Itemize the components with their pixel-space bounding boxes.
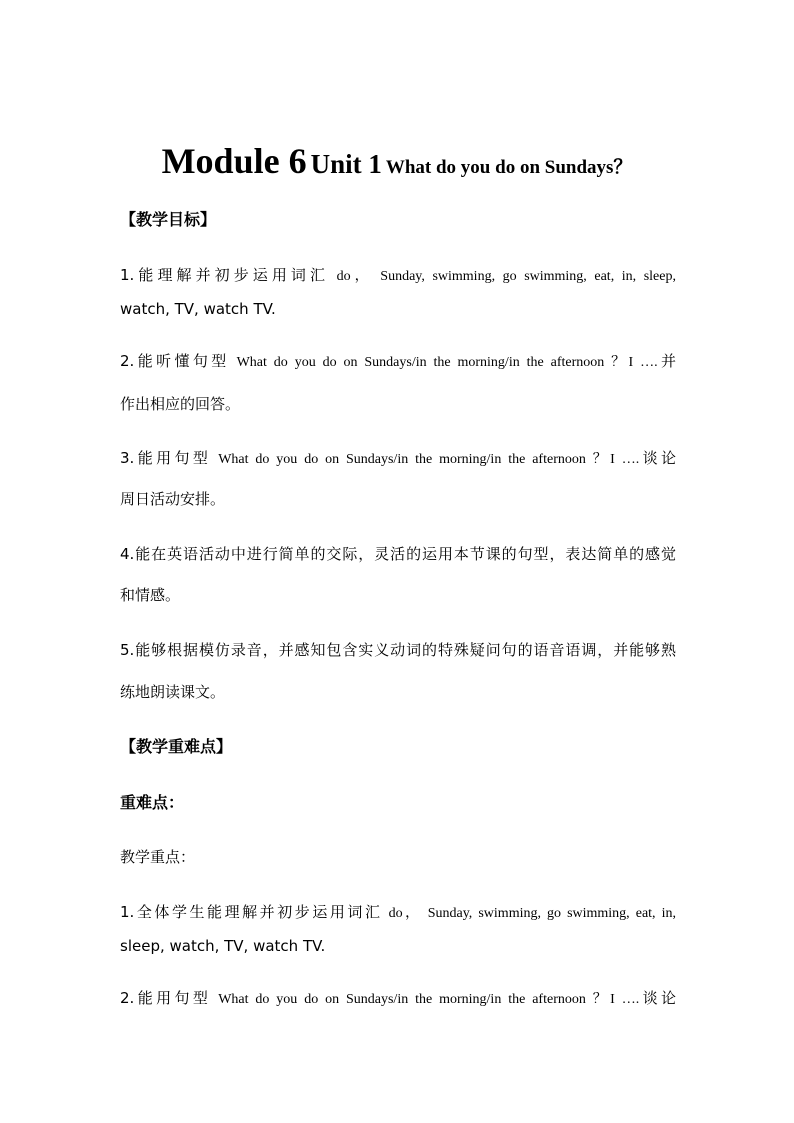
objective-2-line-2: 作出相应的回答。 xyxy=(120,395,241,413)
objectives-heading: 【教学目标】 xyxy=(120,210,217,229)
title-module: Module 6 xyxy=(161,141,307,181)
teaching-focus-label: 教学重点： xyxy=(120,848,196,866)
key-points-heading: 【教学重难点】 xyxy=(120,737,233,756)
objective-5-line-1: 5.能够根据模仿录音，并感知包含实义动词的特殊疑问句的语音语调，并能够熟 xyxy=(120,641,676,659)
objective-1-line-2: watch, TV, watch TV. xyxy=(120,300,276,318)
focus-2-line-1: 2.能用句型 What do you do on Sundays/in the morning/in the afternoon ？I ….谈论 xyxy=(120,989,676,1007)
objective-3-line-2: 周日活动安排。 xyxy=(120,490,226,508)
page-title xyxy=(0,140,794,182)
title-unit: Unit 1 xyxy=(310,149,382,179)
objective-4-line-1: 4.能在英语活动中进行简单的交际，灵活的运用本节课的句型，表达简单的感觉 xyxy=(120,545,676,563)
focus-1-line-1: 1.全体学生能理解并初步运用词汇 do， Sunday, swimming, go swimming, eat, in, xyxy=(120,903,676,921)
objective-1-line-1: 1.能理解并初步运用词汇 do， Sunday, swimming, go swimming, eat, in, sleep, xyxy=(120,266,676,284)
title-question: What do you do on Sundays？ xyxy=(385,157,633,178)
objective-5-line-2: 练地朗读课文。 xyxy=(120,683,226,701)
focus-1-line-2: sleep, watch, TV, watch TV. xyxy=(120,937,326,955)
objective-3-line-1: 3.能用句型 What do you do on Sundays/in the morning/in the afternoon ？I ….谈论 xyxy=(120,449,676,467)
objective-2-line-1: 2.能听懂句型 What do you do on Sundays/in the morning/in the afternoon ？I ….并 xyxy=(120,352,676,370)
objective-4-line-2: 和情感。 xyxy=(120,586,181,604)
key-difficult-label: 重难点： xyxy=(120,793,185,812)
